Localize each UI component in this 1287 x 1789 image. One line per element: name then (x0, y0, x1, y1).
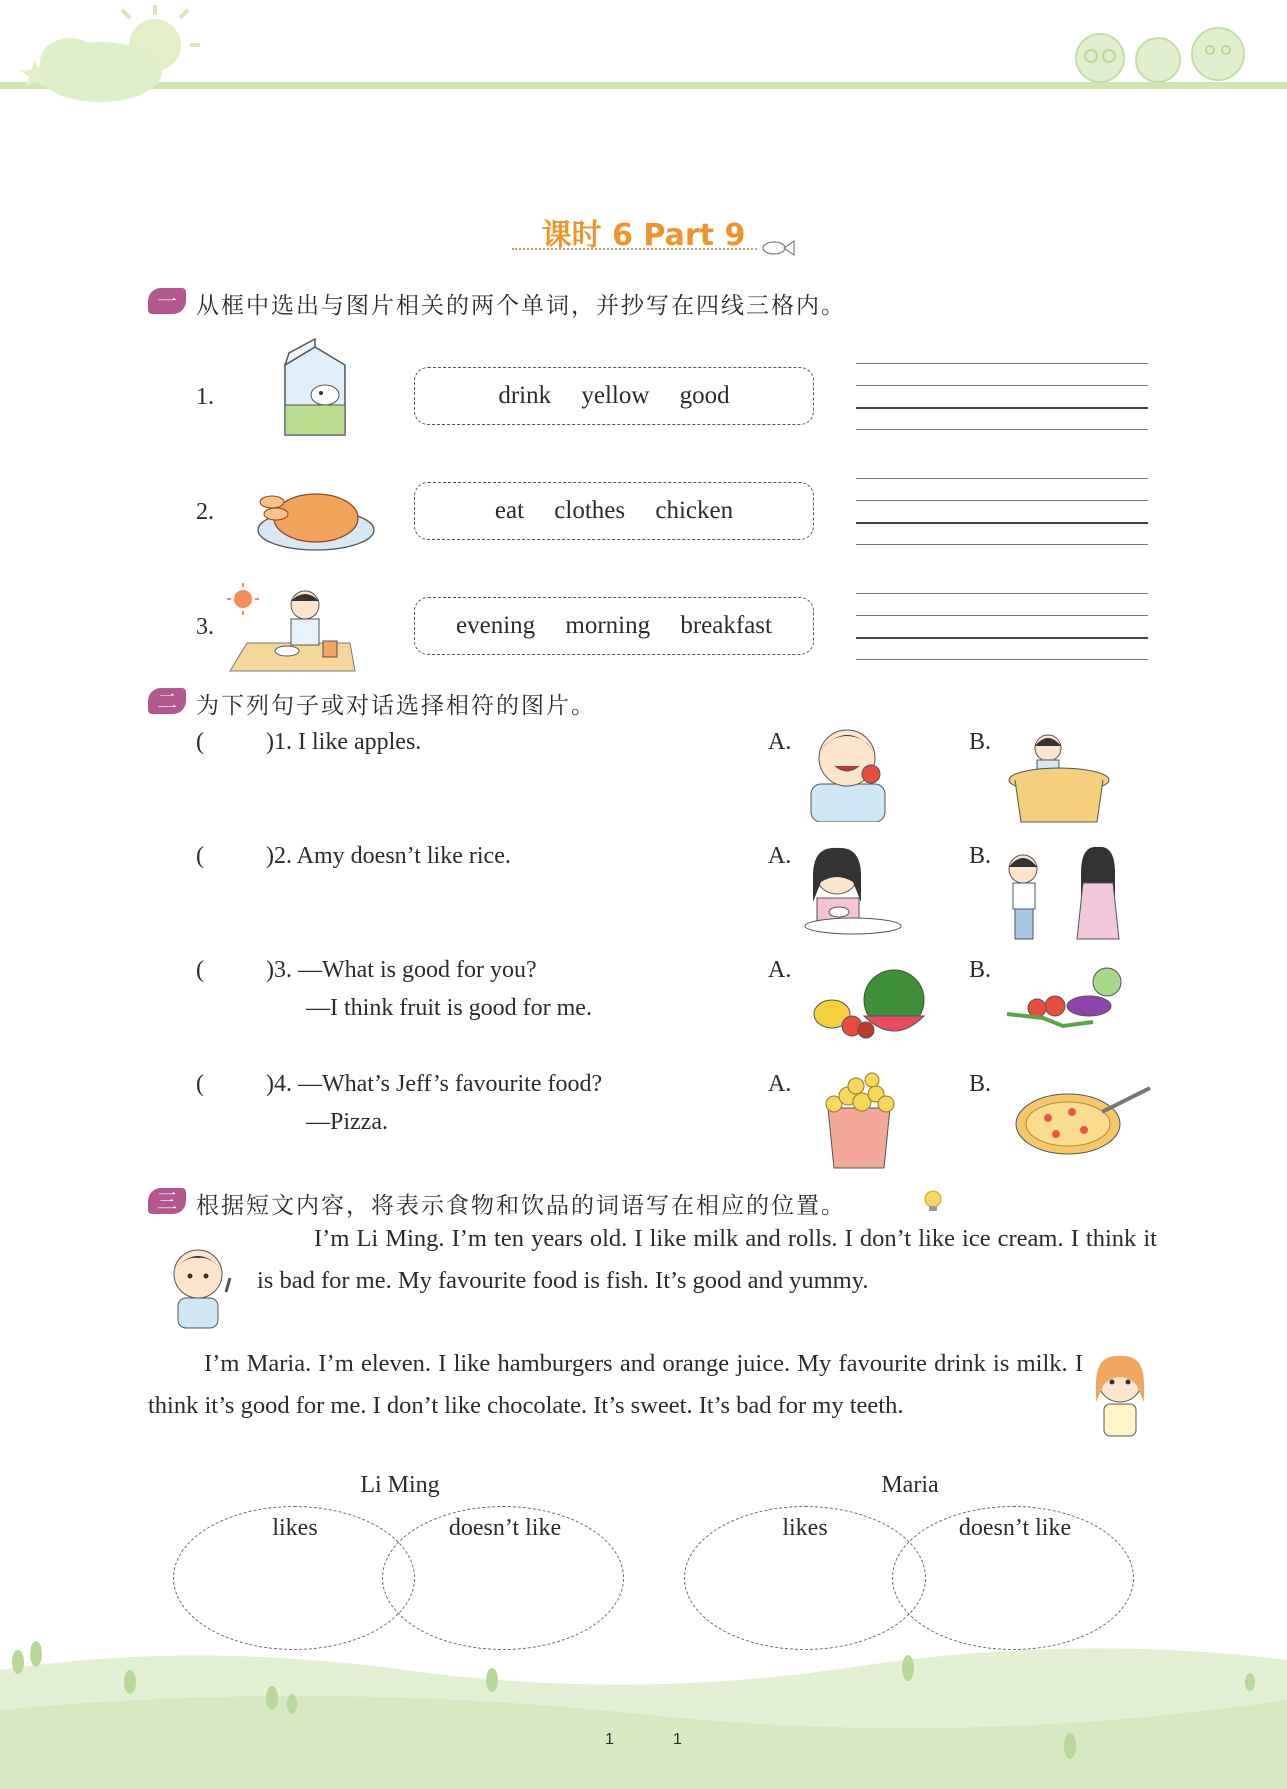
word-option: yellow (581, 382, 650, 409)
question-text: )1. I like apples. (266, 729, 422, 755)
answer-paren[interactable]: ( (196, 957, 204, 983)
vegetables-icon[interactable] (1003, 962, 1128, 1037)
word-option: evening (456, 612, 536, 639)
item-number: 2. (196, 499, 214, 525)
milk-carton-icon (275, 335, 355, 440)
sun-cloud-icon (0, 0, 220, 120)
maria-avatar (1090, 1350, 1150, 1440)
venn-name-maria: Maria (881, 1472, 939, 1498)
word-option: morning (565, 612, 651, 639)
question-text: )3. —What is good for you? (266, 957, 537, 983)
page-title: 课时 6 Part 9 (541, 218, 746, 253)
word-option: eat (494, 497, 525, 524)
passage-li-ming: I’m Li Ming. I’m ten years old. I like milk and rolls. I don’t like ice cream. I think it is bad for me. My favourite food is fish. It’s good and yummy. (257, 1225, 1157, 1294)
page-number: 1 (673, 1731, 682, 1748)
page-number: 1 (605, 1731, 614, 1748)
popcorn-icon[interactable] (822, 1072, 897, 1170)
lightbulb-icon (920, 1188, 946, 1214)
section-2-title: 为下列句子或对话选择相符的图片。 (196, 693, 596, 719)
roast-chicken-icon (252, 480, 377, 555)
girl-eating-rice-icon[interactable] (803, 842, 903, 940)
boy-breakfast-icon (225, 583, 360, 673)
section-2-badge: 二 (148, 688, 186, 714)
option-a-label: A. (768, 1071, 792, 1097)
title-underline (512, 248, 757, 250)
answer-paren[interactable]: ( (196, 1071, 204, 1097)
item-number: 3. (196, 614, 214, 640)
word-option: breakfast (680, 612, 772, 639)
option-b-label: B. (969, 843, 992, 869)
option-b-label: B. (969, 957, 992, 983)
fruit-icon[interactable] (806, 966, 926, 1044)
answer-text: —Pizza. (306, 1109, 388, 1135)
section-3-badge: 三 (148, 1188, 186, 1214)
pizza-icon[interactable] (1012, 1082, 1152, 1157)
word-option: good (679, 382, 730, 409)
word-option: drink (498, 382, 552, 409)
answer-text: —I think fruit is good for me. (306, 995, 592, 1021)
option-a-label: A. (768, 729, 792, 755)
venn-likes-label: likes (782, 1515, 828, 1541)
passage-maria: I’m Maria. I’m eleven. I like hamburgers and orange juice. My favourite drink is milk. I think it’s good for me. I don’t like chocolate. It’s sweet. It’s bad for my teeth. (148, 1350, 1083, 1419)
fish-icon (760, 238, 796, 258)
section-1-title: 从框中选出与图片相关的两个单词，并抄写在四线三格内。 (196, 293, 846, 319)
option-a-label: A. (768, 957, 792, 983)
section-3-title: 根据短文内容，将表示食物和饮品的词语写在相应的位置。 (196, 1193, 846, 1219)
venn-name-li-ming: Li Ming (360, 1472, 440, 1498)
section-1-badge: 一 (148, 288, 186, 314)
answer-paren[interactable]: ( (196, 843, 204, 869)
answer-paren[interactable]: ( (196, 729, 204, 755)
venn-dislikes-label: doesn’t like (958, 1515, 1072, 1541)
venn-likes-label: likes (272, 1515, 318, 1541)
word-box (414, 367, 814, 425)
question-text: )4. —What’s Jeff’s favourite food? (266, 1071, 603, 1097)
word-box (414, 482, 814, 540)
word-box (414, 597, 814, 655)
hills-decoration (0, 1630, 1287, 1789)
option-b-label: B. (969, 729, 992, 755)
venn-dislikes-label: doesn’t like (448, 1515, 562, 1541)
li-ming-avatar (160, 1242, 240, 1332)
boy-eating-apple-icon[interactable] (803, 722, 893, 822)
word-option: chicken (655, 497, 734, 524)
girl-and-mother-icon[interactable] (1003, 843, 1123, 941)
girl-at-table-icon[interactable] (1003, 728, 1113, 824)
item-number: 1. (196, 384, 214, 410)
word-option: clothes (554, 497, 626, 524)
animal-friends-icon (1060, 20, 1260, 90)
option-b-label: B. (969, 1071, 992, 1097)
question-text: )2. Amy doesn’t like rice. (266, 843, 511, 869)
option-a-label: A. (768, 843, 792, 869)
